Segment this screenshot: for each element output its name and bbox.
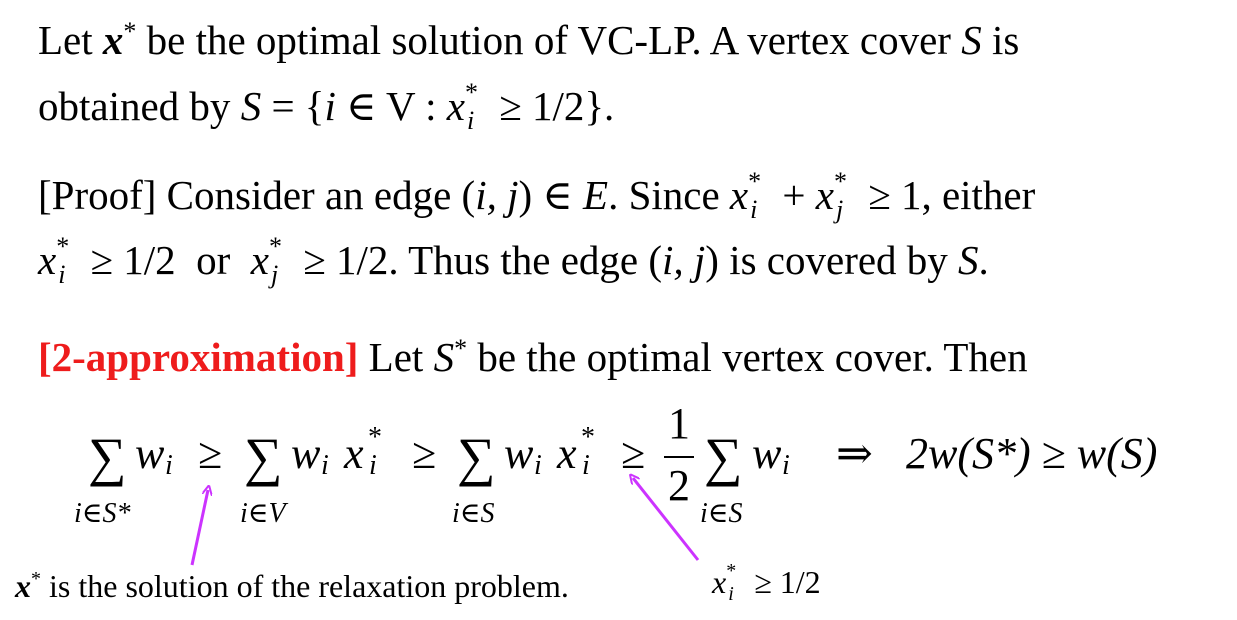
var-S: S (433, 334, 455, 380)
var-x: x (815, 172, 834, 218)
text: ≥ 1/2}. (488, 83, 615, 129)
arrow-half (633, 478, 698, 560)
text: . Since (608, 172, 730, 218)
term-w: w (504, 429, 534, 478)
superscript: * (268, 232, 282, 261)
var-x: x (15, 568, 31, 604)
fraction-numerator: 1 (668, 399, 690, 448)
ge-symbol: ≥ (412, 429, 437, 478)
text: + (772, 172, 816, 218)
var-x: x (712, 564, 727, 600)
note-half (712, 560, 821, 605)
ge-symbol: ≥ (198, 429, 223, 478)
sum-symbol: ∑ (88, 427, 127, 487)
equation-rhs: 2w(S*) ≥ w(S) (906, 429, 1158, 478)
star-superscript: * (454, 334, 468, 363)
text: ) is covered by (705, 237, 959, 283)
var-x: x (38, 237, 57, 283)
subscript-i: i (165, 450, 173, 481)
subscript-i: i (534, 450, 542, 481)
superscript: * (464, 78, 478, 107)
subscript: i (750, 195, 758, 224)
note-text: is the solution of the relaxation problem. (41, 568, 569, 604)
superscript: * (833, 167, 847, 196)
text: ∈ V : (335, 83, 447, 129)
term-w: w (291, 429, 321, 478)
text: obtained by (38, 83, 241, 129)
var-i: i (324, 83, 336, 129)
sum-symbol: ∑ (457, 427, 496, 487)
term-w: w (135, 429, 165, 478)
text: Let (38, 17, 103, 63)
superscript-star: * (581, 422, 595, 453)
var-E: E (583, 172, 609, 218)
term-x: x (557, 429, 577, 478)
term-w: w (752, 429, 782, 478)
implies-symbol: ⇒ (836, 429, 873, 478)
subscript: i (728, 583, 734, 605)
text: ) ∈ (518, 172, 584, 218)
text: ≥ 1/2 or (80, 237, 251, 283)
superscript: * (31, 568, 41, 590)
note-text: ≥ 1/2 (746, 564, 821, 600)
subscript-i: i (321, 450, 329, 481)
note-relaxation (15, 570, 569, 602)
var-S: S (961, 17, 982, 63)
text: . (978, 237, 989, 283)
fraction-denominator: 2 (668, 461, 690, 510)
var-S: S (958, 237, 979, 283)
subscript: i (466, 106, 475, 135)
sum-symbol: ∑ (244, 427, 283, 487)
sum-symbol: ∑ (704, 427, 743, 487)
sum-limit: i∈S* (74, 498, 131, 529)
superscript: * (748, 167, 762, 196)
superscript-star: * (368, 422, 382, 453)
sum-limit: i∈V (240, 498, 286, 529)
var-ij: i, j (662, 237, 706, 283)
subscript-i: i (782, 450, 790, 481)
sum-limit: i∈S (700, 498, 743, 529)
sup-sub (726, 560, 746, 605)
arrow-relaxation (192, 490, 208, 565)
superscript: * (56, 232, 70, 261)
text: is (981, 17, 1020, 63)
ge-symbol: ≥ (621, 429, 646, 478)
var-x: x (250, 237, 269, 283)
subscript: j (835, 195, 844, 224)
text: ≥ 1/2. Thus the edge ( (292, 237, 662, 283)
subscript-i: i (369, 450, 377, 481)
var-ij: i, j (475, 172, 519, 218)
var-x: x (102, 17, 124, 63)
term-x: x (344, 429, 364, 478)
text: Let (358, 334, 434, 380)
text: ≥ 1, either (857, 172, 1036, 218)
text: be the optimal vertex cover. Then (467, 334, 1028, 380)
sum-limit: i∈S (452, 498, 495, 529)
subscript-i: i (582, 450, 590, 481)
star-superscript: * (123, 17, 137, 46)
var-x: x (729, 172, 749, 218)
text: [Proof] Consider an edge ( (38, 172, 476, 218)
text: = { (261, 83, 325, 129)
var-x: x (446, 83, 465, 129)
subscript: i (58, 260, 66, 289)
superscript: * (726, 560, 737, 582)
var-S: S (240, 83, 262, 129)
text: be the optimal solution of VC-LP. A vertex cover (136, 17, 962, 63)
subscript: j (270, 260, 279, 289)
approx-label: [2-approximation] (38, 334, 359, 380)
